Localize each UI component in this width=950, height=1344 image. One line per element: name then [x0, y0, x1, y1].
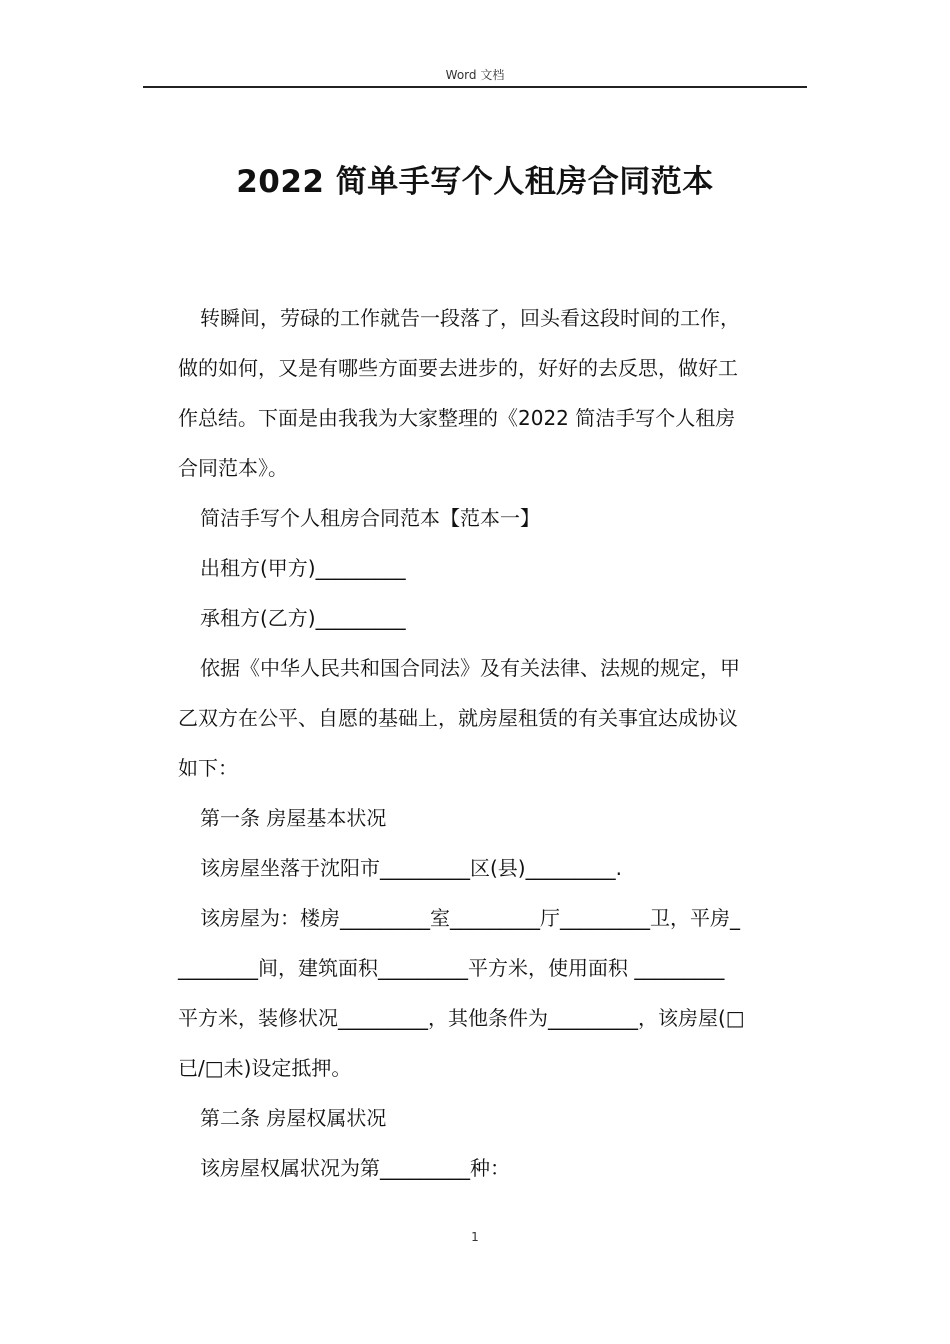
paragraph-line: 该房屋为：楼房_________室_________厅_________卫，平房_	[200, 906, 740, 930]
page-header: Word 文档	[445, 68, 505, 82]
paragraph-line: 平方米，装修状况_________，其他条件为_________，该房屋(□	[178, 1006, 745, 1030]
paragraph-line: 该房屋坐落于沈阳市_________区(县)_________.	[200, 856, 622, 880]
paragraph-line: 已/□未)设定抵押。	[178, 1056, 352, 1080]
document-title: 2022 简单手写个人租房合同范本	[236, 164, 714, 200]
paragraph-line: 转瞬间，劳碌的工作就告一段落了，回头看这段时间的工作，	[200, 306, 740, 330]
lessee-line: 承租方(乙方)_________	[200, 606, 406, 630]
paragraph-line: 如下：	[178, 756, 238, 780]
paragraph-line: 依据《中华人民共和国合同法》及有关法律、法规的规定，甲	[200, 656, 740, 680]
section-heading: 简洁手写个人租房合同范本【范本一】	[200, 506, 540, 530]
document-body	[178, 293, 808, 1193]
paragraph-line: 乙双方在公平、自愿的基础上，就房屋租赁的有关事宜达成协议	[178, 706, 738, 730]
article-heading: 第二条 房屋权属状况	[200, 1106, 387, 1130]
page-number: 1	[471, 1230, 479, 1244]
paragraph-line: 做的如何，又是有哪些方面要去进步的，好好的去反思，做好工	[178, 356, 738, 380]
paragraph-line: 该房屋权属状况为第_________种：	[200, 1156, 510, 1180]
paragraph-line: ________间，建筑面积_________平方米，使用面积 _________	[178, 956, 725, 980]
paragraph-line: 合同范本》。	[178, 456, 288, 480]
header-divider	[143, 86, 807, 88]
article-heading: 第一条 房屋基本状况	[200, 806, 387, 830]
paragraph-line: 作总结。下面是由我我为大家整理的《2022 简洁手写个人租房	[178, 406, 736, 430]
lessor-line: 出租方(甲方)_________	[200, 556, 406, 580]
